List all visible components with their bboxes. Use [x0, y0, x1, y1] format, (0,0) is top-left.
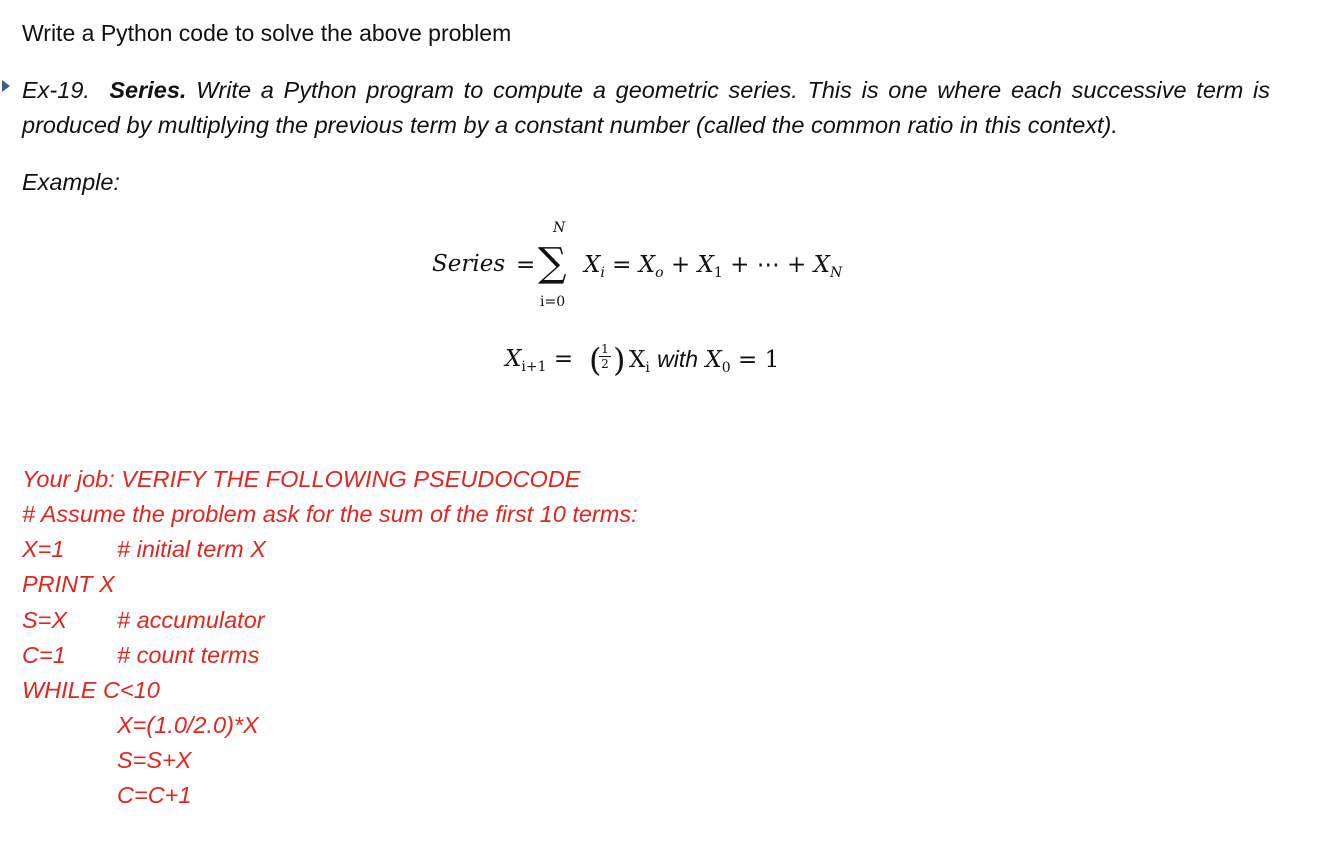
recurrence-lhs: $X_{i+1}$ =: [505, 346, 574, 375]
pseudo-line-comment: # initial term X: [117, 536, 266, 562]
series-word: Series: [432, 251, 506, 277]
sigma-symbol: ∑: [538, 240, 567, 286]
left-paren: (: [589, 341, 602, 379]
recurrence-formula: [505, 336, 825, 386]
problem-label: Ex-19.: [22, 77, 90, 103]
loop-body-line: X=(1.0/2.0)*X: [117, 712, 259, 738]
fraction-one-half: $\frac{1}{2}$: [599, 342, 611, 371]
problem-text: Write a Python program to compute a geometric series. This is one where each successive term is produced by multiplying the previous term by a constant number (called the common ratio in this context).: [22, 77, 1270, 138]
example-label: Example:: [22, 169, 120, 195]
page-heading: Write a Python code to solve the above problem: [22, 20, 512, 46]
recurrence-rhs: $X_i$ with $X_0 = 1$: [629, 346, 780, 376]
loop-body-line: C=C+1: [117, 782, 192, 808]
loop-body-line: S=S+X: [117, 747, 192, 773]
series-expansion: $X_i = X_o + X_1$ + ⋯ + $X_N$: [584, 252, 843, 281]
pseudo-line-code: PRINT X: [22, 571, 115, 597]
bullet-arrow-icon: [2, 80, 10, 92]
pseudo-line-code: X=1: [22, 536, 65, 562]
sigma-lower-limit: i=0: [540, 294, 566, 310]
assume-comment: # Assume the problem ask for the sum of the first 10 terms:: [22, 501, 638, 527]
problem-title: Series.: [109, 77, 187, 103]
pseudo-line-comment: # count terms: [117, 642, 260, 668]
job-instruction: Your job: VERIFY THE FOLLOWING PSEUDOCODE: [22, 466, 581, 492]
right-paren: ): [613, 341, 626, 379]
series-equals: =: [516, 252, 536, 278]
pseudo-line-comment: # accumulator: [117, 607, 265, 633]
sigma-upper-limit: N: [553, 220, 566, 236]
pseudo-line-code: S=X: [22, 607, 68, 633]
pseudo-line-code: WHILE C<10: [22, 677, 160, 703]
series-formula: [432, 220, 872, 320]
problem-statement: [22, 73, 1270, 143]
pseudo-line-code: C=1: [22, 642, 66, 668]
